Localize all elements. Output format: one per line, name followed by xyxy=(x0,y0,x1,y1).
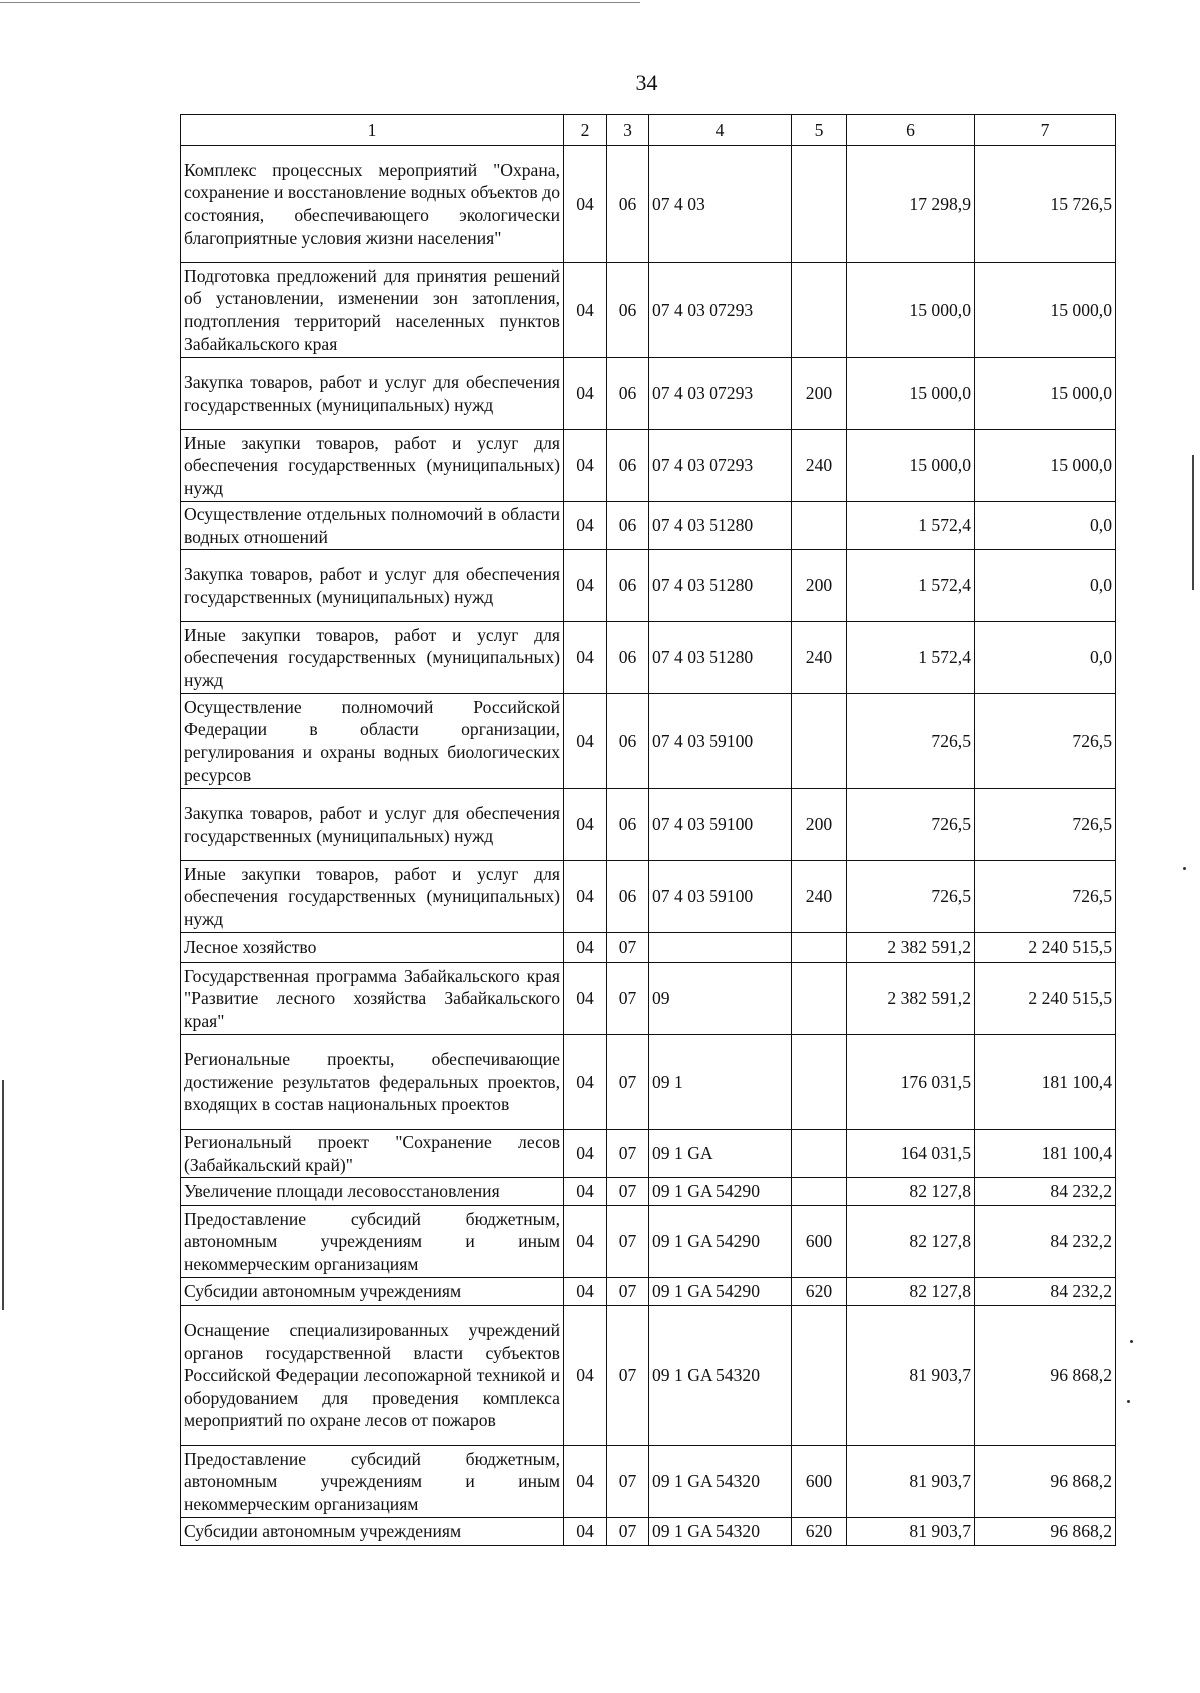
column-header: 3 xyxy=(607,115,649,146)
row-name: Региональный проект "Сохранение лесов (Забайкальский край)" xyxy=(181,1130,564,1178)
cell-subsection: 07 xyxy=(607,1278,649,1306)
cell-amount-year2: 96 868,2 xyxy=(975,1518,1116,1546)
row-name: Увеличение площади лесовосстановления xyxy=(181,1178,564,1206)
table-row xyxy=(181,1446,1116,1518)
cell-amount-year2: 15 726,5 xyxy=(975,146,1116,263)
row-name: Иные закупки товаров, работ и услуг для обеспечения государственных (муниципальных) нужд xyxy=(181,861,564,933)
row-name: Предоставление субсидий бюджетным, автономным учреждениям и иным некоммерческим организациям xyxy=(181,1446,564,1518)
cell-amount-year2: 84 232,2 xyxy=(975,1278,1116,1306)
cell-expense-type: 200 xyxy=(792,358,847,430)
cell-target-article: 09 1 GA 54320 xyxy=(649,1518,792,1546)
row-name: Иные закупки товаров, работ и услуг для обеспечения государственных (муниципальных) нужд xyxy=(181,430,564,502)
cell-target-article: 09 1 GA 54320 xyxy=(649,1446,792,1518)
cell-section: 04 xyxy=(564,358,607,430)
row-name: Региональные проекты, обеспечивающие достижение результатов федеральных проектов, входящих в состав национальных проектов xyxy=(181,1035,564,1130)
table-row xyxy=(181,789,1116,861)
table-row xyxy=(181,933,1116,963)
cell-amount-year2: 0,0 xyxy=(975,622,1116,694)
cell-section: 04 xyxy=(564,430,607,502)
cell-subsection: 07 xyxy=(607,1306,649,1446)
column-header: 5 xyxy=(792,115,847,146)
cell-section: 04 xyxy=(564,622,607,694)
scan-edge-line xyxy=(1192,455,1194,590)
row-name: Предоставление субсидий бюджетным, автономным учреждениям и иным некоммерческим организациям xyxy=(181,1206,564,1278)
cell-expense-type xyxy=(792,1178,847,1206)
cell-amount-year2: 96 868,2 xyxy=(975,1446,1116,1518)
cell-amount-year2: 181 100,4 xyxy=(975,1130,1116,1178)
cell-amount-year1: 17 298,9 xyxy=(847,146,975,263)
cell-target-article: 07 4 03 51280 xyxy=(649,502,792,550)
cell-target-article: 09 1 GA xyxy=(649,1130,792,1178)
scan-edge-line xyxy=(2,1080,4,1310)
cell-section: 04 xyxy=(564,1518,607,1546)
cell-subsection: 06 xyxy=(607,789,649,861)
cell-target-article: 07 4 03 07293 xyxy=(649,430,792,502)
cell-amount-year2: 0,0 xyxy=(975,502,1116,550)
table-row xyxy=(181,550,1116,622)
cell-amount-year2: 181 100,4 xyxy=(975,1035,1116,1130)
cell-amount-year2: 15 000,0 xyxy=(975,358,1116,430)
table-row xyxy=(181,263,1116,358)
cell-subsection: 06 xyxy=(607,861,649,933)
table-row xyxy=(181,146,1116,263)
cell-section: 04 xyxy=(564,1446,607,1518)
cell-section: 04 xyxy=(564,963,607,1035)
cell-amount-year1: 1 572,4 xyxy=(847,550,975,622)
cell-expense-type xyxy=(792,1035,847,1130)
row-name: Закупка товаров, работ и услуг для обеспечения государственных (муниципальных) нужд xyxy=(181,358,564,430)
cell-target-article: 09 1 xyxy=(649,1035,792,1130)
cell-amount-year2: 84 232,2 xyxy=(975,1178,1116,1206)
cell-section: 04 xyxy=(564,1278,607,1306)
row-name: Комплекс процессных мероприятий "Охрана, сохранение и восстановление водных объектов до состояния, обеспечивающего экологически благоприятные условия жизни населения" xyxy=(181,146,564,263)
cell-section: 04 xyxy=(564,1035,607,1130)
scan-edge-line xyxy=(0,2,640,3)
cell-section: 04 xyxy=(564,789,607,861)
cell-amount-year1: 1 572,4 xyxy=(847,622,975,694)
row-name: Иные закупки товаров, работ и услуг для обеспечения государственных (муниципальных) нужд xyxy=(181,622,564,694)
cell-target-article xyxy=(649,933,792,963)
cell-expense-type xyxy=(792,146,847,263)
cell-amount-year1: 81 903,7 xyxy=(847,1518,975,1546)
cell-target-article: 09 xyxy=(649,963,792,1035)
scan-speck xyxy=(1183,867,1186,870)
table-row xyxy=(181,1130,1116,1178)
cell-amount-year2: 726,5 xyxy=(975,789,1116,861)
cell-amount-year2: 726,5 xyxy=(975,861,1116,933)
cell-amount-year1: 81 903,7 xyxy=(847,1306,975,1446)
cell-subsection: 07 xyxy=(607,1178,649,1206)
cell-expense-type xyxy=(792,263,847,358)
cell-subsection: 06 xyxy=(607,146,649,263)
cell-amount-year1: 15 000,0 xyxy=(847,358,975,430)
cell-section: 04 xyxy=(564,694,607,789)
cell-subsection: 07 xyxy=(607,963,649,1035)
cell-amount-year1: 81 903,7 xyxy=(847,1446,975,1518)
row-name: Осуществление отдельных полномочий в области водных отношений xyxy=(181,502,564,550)
table-row xyxy=(181,1178,1116,1206)
cell-section: 04 xyxy=(564,263,607,358)
row-name: Субсидии автономным учреждениям xyxy=(181,1278,564,1306)
cell-amount-year2: 2 240 515,5 xyxy=(975,933,1116,963)
table-row xyxy=(181,963,1116,1035)
cell-expense-type xyxy=(792,502,847,550)
cell-expense-type: 620 xyxy=(792,1518,847,1546)
table-row xyxy=(181,430,1116,502)
cell-section: 04 xyxy=(564,1206,607,1278)
cell-target-article: 09 1 GA 54290 xyxy=(649,1278,792,1306)
cell-expense-type: 200 xyxy=(792,789,847,861)
cell-amount-year2: 726,5 xyxy=(975,694,1116,789)
budget-table xyxy=(180,114,1116,1546)
cell-subsection: 06 xyxy=(607,694,649,789)
cell-subsection: 07 xyxy=(607,933,649,963)
cell-amount-year2: 84 232,2 xyxy=(975,1206,1116,1278)
cell-section: 04 xyxy=(564,502,607,550)
cell-subsection: 06 xyxy=(607,502,649,550)
table-row xyxy=(181,358,1116,430)
cell-target-article: 09 1 GA 54290 xyxy=(649,1178,792,1206)
cell-section: 04 xyxy=(564,550,607,622)
cell-target-article: 07 4 03 07293 xyxy=(649,358,792,430)
cell-amount-year1: 2 382 591,2 xyxy=(847,963,975,1035)
row-name: Оснащение специализированных учреждений органов государственной власти субъектов Российской Федерации лесопожарной техникой и оборудованием для проведения комплекса мероприятий по охране лесов от пожаров xyxy=(181,1306,564,1446)
cell-expense-type: 620 xyxy=(792,1278,847,1306)
table-row xyxy=(181,1035,1116,1130)
cell-section: 04 xyxy=(564,146,607,263)
cell-subsection: 06 xyxy=(607,622,649,694)
cell-expense-type: 240 xyxy=(792,430,847,502)
cell-subsection: 07 xyxy=(607,1446,649,1518)
cell-expense-type: 600 xyxy=(792,1446,847,1518)
cell-section: 04 xyxy=(564,933,607,963)
cell-expense-type: 200 xyxy=(792,550,847,622)
table-row xyxy=(181,1206,1116,1278)
column-header: 7 xyxy=(975,115,1116,146)
cell-amount-year2: 15 000,0 xyxy=(975,263,1116,358)
column-header: 4 xyxy=(649,115,792,146)
cell-subsection: 06 xyxy=(607,358,649,430)
table-row xyxy=(181,1518,1116,1546)
cell-amount-year1: 726,5 xyxy=(847,861,975,933)
cell-expense-type xyxy=(792,694,847,789)
cell-expense-type xyxy=(792,1130,847,1178)
column-header: 2 xyxy=(564,115,607,146)
cell-target-article: 07 4 03 07293 xyxy=(649,263,792,358)
table-row xyxy=(181,622,1116,694)
row-name: Лесное хозяйство xyxy=(181,933,564,963)
row-name: Государственная программа Забайкальского края "Развитие лесного хозяйства Забайкальского края" xyxy=(181,963,564,1035)
scan-speck xyxy=(1130,1340,1133,1343)
cell-amount-year1: 82 127,8 xyxy=(847,1178,975,1206)
cell-section: 04 xyxy=(564,1306,607,1446)
cell-expense-type: 240 xyxy=(792,861,847,933)
cell-target-article: 07 4 03 51280 xyxy=(649,550,792,622)
cell-subsection: 07 xyxy=(607,1130,649,1178)
cell-expense-type xyxy=(792,1306,847,1446)
cell-target-article: 07 4 03 59100 xyxy=(649,861,792,933)
table-row xyxy=(181,1306,1116,1446)
row-name: Осуществление полномочий Российской Федерации в области организации, регулирования и охраны водных биологических ресурсов xyxy=(181,694,564,789)
cell-section: 04 xyxy=(564,861,607,933)
column-header: 1 xyxy=(181,115,564,146)
cell-amount-year2: 96 868,2 xyxy=(975,1306,1116,1446)
header-row xyxy=(181,115,1116,146)
cell-target-article: 09 1 GA 54290 xyxy=(649,1206,792,1278)
scan-speck xyxy=(1127,1400,1130,1403)
table-row xyxy=(181,502,1116,550)
cell-section: 04 xyxy=(564,1130,607,1178)
cell-amount-year1: 2 382 591,2 xyxy=(847,933,975,963)
row-name: Закупка товаров, работ и услуг для обеспечения государственных (муниципальных) нужд xyxy=(181,789,564,861)
cell-expense-type xyxy=(792,933,847,963)
cell-section: 04 xyxy=(564,1178,607,1206)
cell-target-article: 07 4 03 59100 xyxy=(649,789,792,861)
cell-target-article: 07 4 03 59100 xyxy=(649,694,792,789)
cell-amount-year1: 176 031,5 xyxy=(847,1035,975,1130)
cell-amount-year1: 726,5 xyxy=(847,789,975,861)
cell-subsection: 06 xyxy=(607,263,649,358)
cell-amount-year1: 1 572,4 xyxy=(847,502,975,550)
cell-amount-year2: 15 000,0 xyxy=(975,430,1116,502)
cell-expense-type xyxy=(792,963,847,1035)
cell-amount-year1: 82 127,8 xyxy=(847,1206,975,1278)
cell-target-article: 07 4 03 xyxy=(649,146,792,263)
row-name: Субсидии автономным учреждениям xyxy=(181,1518,564,1546)
cell-amount-year1: 82 127,8 xyxy=(847,1278,975,1306)
cell-expense-type: 600 xyxy=(792,1206,847,1278)
cell-amount-year1: 726,5 xyxy=(847,694,975,789)
row-name: Закупка товаров, работ и услуг для обеспечения государственных (муниципальных) нужд xyxy=(181,550,564,622)
cell-amount-year2: 0,0 xyxy=(975,550,1116,622)
cell-amount-year1: 15 000,0 xyxy=(847,430,975,502)
row-name: Подготовка предложений для принятия решений об установлении, изменении зон затопления, подтопления территорий населенных пунктов Забайкальского края xyxy=(181,263,564,358)
cell-subsection: 07 xyxy=(607,1518,649,1546)
cell-subsection: 06 xyxy=(607,550,649,622)
table-row xyxy=(181,1278,1116,1306)
table-row xyxy=(181,861,1116,933)
cell-amount-year2: 2 240 515,5 xyxy=(975,963,1116,1035)
column-header: 6 xyxy=(847,115,975,146)
cell-subsection: 07 xyxy=(607,1035,649,1130)
page-number: 34 xyxy=(635,70,658,95)
cell-target-article: 09 1 GA 54320 xyxy=(649,1306,792,1446)
cell-expense-type: 240 xyxy=(792,622,847,694)
cell-amount-year1: 15 000,0 xyxy=(847,263,975,358)
cell-target-article: 07 4 03 51280 xyxy=(649,622,792,694)
cell-subsection: 07 xyxy=(607,1206,649,1278)
table-row xyxy=(181,694,1116,789)
cell-amount-year1: 164 031,5 xyxy=(847,1130,975,1178)
cell-subsection: 06 xyxy=(607,430,649,502)
